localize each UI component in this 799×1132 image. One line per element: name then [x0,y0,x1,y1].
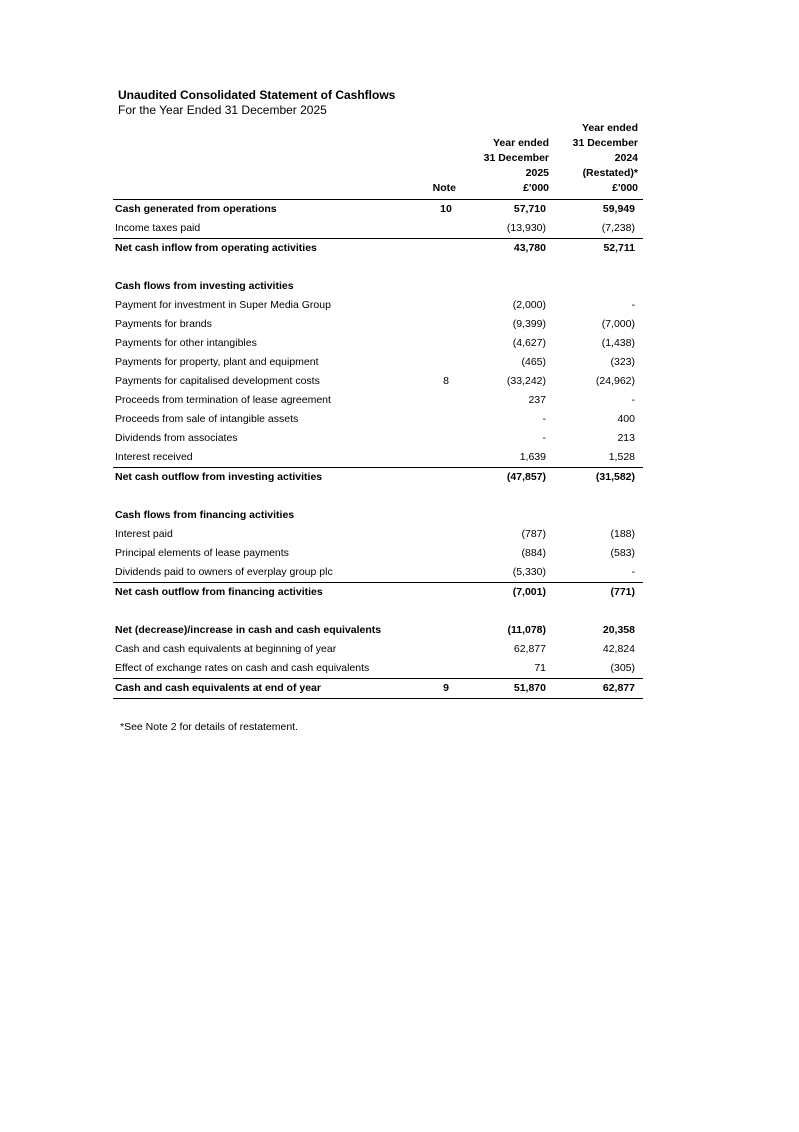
row-value-2024: 42,824 [602,643,635,655]
note-header-label: Note [432,182,456,194]
row-label: Cash flows from financing activities [115,509,295,521]
section-spacer [113,487,643,506]
row-value-2025: (11,078) [507,624,546,636]
year-2025-column-header [460,136,549,196]
section-spacer [113,258,643,277]
row-value-2025: (5,330) [512,566,546,578]
row-value-2025: (13,930) [506,222,546,234]
table-row [113,277,643,296]
col2-header-line: 31 December [572,137,638,149]
row-value-2024: (583) [610,547,635,559]
row-value-2025: (9,399) [512,318,546,330]
row-value-2025: (787) [521,528,546,540]
row-label: Payments for brands [115,318,212,330]
row-value-2025: (7,001) [512,586,546,598]
row-note: 8 [443,375,449,387]
cashflow-table [113,199,643,699]
row-value-2025: 43,780 [513,242,546,254]
row-value-2025: - [542,413,546,425]
row-value-2025: (884) [521,547,546,559]
row-label: Cash and cash equivalents at end of year [115,682,321,694]
statement-subtitle: For the Year Ended 31 December 2025 [118,103,327,117]
table-row [113,391,643,410]
row-value-2024: - [631,394,635,406]
row-value-2025: (4,627) [512,337,546,349]
row-value-2024: (7,238) [601,222,635,234]
row-value-2024: (771) [610,586,635,598]
table-row [113,429,643,448]
col2-header-line: 2024 [614,152,638,164]
table-row [113,583,643,602]
row-value-2024: 1,528 [608,451,635,463]
table-row [113,334,643,353]
row-label: Dividends from associates [115,432,238,444]
row-label: Dividends paid to owners of everplay group plc [115,566,333,578]
restatement-footnote: *See Note 2 for details of restatement. [120,721,299,733]
table-row [113,563,643,583]
row-label: Cash flows from investing activities [115,280,294,292]
row-value-2025: 51,870 [513,682,546,694]
col2-header-line: (Restated)* [582,167,638,179]
col1-header-line: 31 December [483,152,549,164]
table-row [113,219,643,239]
table-row [113,506,643,525]
table-row [113,544,643,563]
row-label: Net (decrease)/increase in cash and cash equivalents [115,624,382,636]
col1-header-line: Year ended [492,137,549,149]
row-value-2024: (7,000) [601,318,635,330]
row-value-2025: (47,857) [506,471,546,483]
row-value-2024: 59,949 [602,203,635,215]
table-row [113,315,643,334]
row-value-2025: (465) [521,356,546,368]
row-value-2024: (24,962) [595,375,635,387]
row-value-2025: 1,639 [519,451,546,463]
row-label: Proceeds from sale of intangible assets [115,413,299,425]
row-label: Net cash outflow from investing activities [115,471,323,483]
table-row [113,296,643,315]
row-label: Effect of exchange rates on cash and cash equivalents [115,662,370,674]
row-value-2024: (305) [610,662,635,674]
row-label: Net cash inflow from operating activities [115,242,317,254]
col1-header-line: £'000 [523,182,549,194]
table-row [113,468,643,487]
row-label: Payments for other intangibles [115,337,257,349]
row-value-2024: (323) [610,356,635,368]
table-row [113,621,643,640]
row-value-2024: (1,438) [601,337,635,349]
table-row [113,199,643,219]
row-label: Income taxes paid [115,222,201,234]
row-label: Interest paid [115,528,173,540]
row-value-2024: 20,358 [602,624,635,636]
row-value-2025: 237 [528,394,546,406]
row-label: Payments for capitalised development costs [115,375,320,387]
row-label: Principal elements of lease payments [115,547,289,559]
statement-title: Unaudited Consolidated Statement of Cashflows [118,88,396,102]
row-note: 9 [443,682,449,694]
row-label: Payment for investment in Super Media Group [115,299,331,311]
row-value-2024: (188) [610,528,635,540]
table-row [113,372,643,391]
row-value-2024: - [631,566,635,578]
row-value-2025: (33,242) [506,375,546,387]
row-value-2025: 57,710 [513,203,546,215]
row-note: 10 [440,203,452,215]
row-label: Net cash outflow from financing activities [115,586,323,598]
row-value-2025: 62,877 [513,643,546,655]
col2-header-line: £'000 [612,182,638,194]
row-value-2024: (31,582) [595,471,635,483]
table-row [113,659,643,679]
table-row [113,410,643,429]
row-value-2024: 62,877 [602,682,635,694]
year-2024-column-header [550,121,638,196]
row-label: Interest received [115,451,193,463]
row-value-2025: (2,000) [512,299,546,311]
row-value-2024: 400 [617,413,635,425]
table-row [113,239,643,258]
note-column-header [420,181,456,196]
row-label: Cash and cash equivalents at beginning of year [115,643,337,655]
col2-header-line: Year ended [581,122,638,134]
row-value-2024: 52,711 [603,242,635,254]
table-row [113,448,643,468]
section-spacer [113,602,643,621]
row-label: Payments for property, plant and equipment [115,356,319,368]
row-value-2024: 213 [617,432,635,444]
col1-header-line: 2025 [525,167,549,179]
row-value-2025: - [542,432,546,444]
table-row [113,353,643,372]
table-row [113,640,643,659]
table-row [113,679,643,699]
row-label: Cash generated from operations [115,203,277,215]
row-value-2024: - [631,299,635,311]
row-value-2025: 71 [534,662,546,674]
table-row [113,525,643,544]
row-label: Proceeds from termination of lease agreement [115,394,331,406]
